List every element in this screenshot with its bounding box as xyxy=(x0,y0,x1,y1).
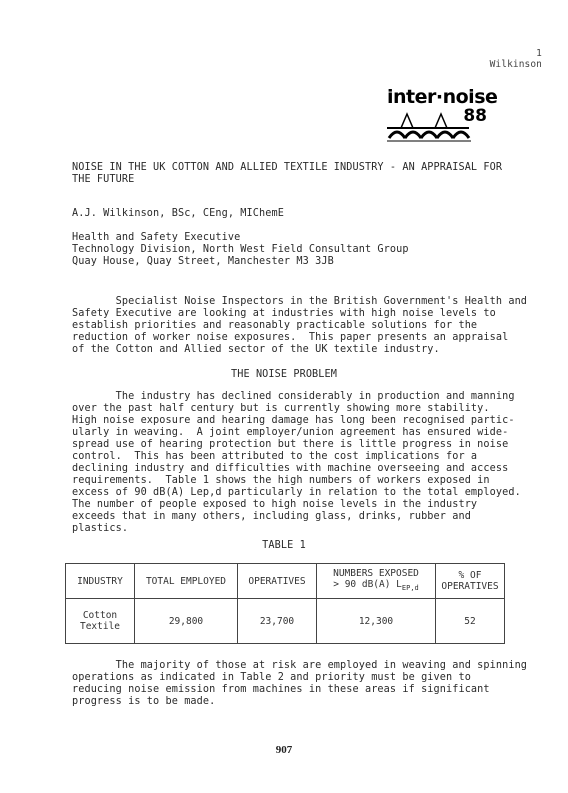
page-mark: 1 xyxy=(536,48,542,59)
data-table xyxy=(65,563,505,644)
logo-year: 88 xyxy=(463,106,487,126)
paper-title: NOISE IN THE UK COTTON AND ALLIED TEXTILE INDUSTRY - AN APPRAISAL FOR THE FUTURE xyxy=(72,162,503,185)
header-total-employed: TOTAL EMPLOYED xyxy=(135,564,238,599)
table-caption: TABLE 1 xyxy=(262,540,306,551)
conference-logo xyxy=(383,86,498,144)
cell-operatives: 23,700 xyxy=(238,599,317,644)
author-line: A.J. Wilkinson, BSc, CEng, MIChemE xyxy=(72,208,284,219)
page-number: 907 xyxy=(275,744,293,756)
cell-total-employed: 29,800 xyxy=(135,599,238,644)
section-heading: THE NOISE PROBLEM xyxy=(231,369,337,380)
table-row xyxy=(66,599,505,644)
body-paragraph: The industry has declined considerably in production and manning over the past half century but is currently showing more stability. High noise exposure and hearing damage has long been recognised partic- ularly in weaving. A joint employer/union agreement has ensured wide- spread use of hearing protection but there is little progress in noise control. This has been attributed to the cost implications for a declining industry and difficulties with machine overseeing and access requirements. Table 1 shows the high numbers of workers exposed in excess of 90 dB(A) Lep,d particularly in relation to the total employed. The number of people exposed to high noise levels in the industry exceeds that in many others, including glass, drinks, rubber and plastics. xyxy=(72,391,521,534)
bridge-icon xyxy=(383,106,473,144)
table-header-row xyxy=(66,564,505,599)
closing-paragraph: The majority of those at risk are employed in weaving and spinning operations as indicated in Table 2 and priority must be given to reducing noise emission from machines in these areas if significant progress is to be made. xyxy=(72,660,528,707)
header-mark xyxy=(490,48,542,70)
affiliation: Health and Safety Executive Technology Division, North West Field Consultant Group Quay House, Quay Street, Manchester M3 3JB xyxy=(72,232,409,267)
cell-numbers-exposed: 12,300 xyxy=(317,599,436,644)
abstract-paragraph: Specialist Noise Inspectors in the British Government's Health and Safety Executive are looking at industries with high noise levels to establish priorities and reasonably practicable solutions for the reduction of worker noise exposures. This paper presents an appraisal of the Cotton and Allied sector of the UK textile industry. xyxy=(72,296,528,355)
header-industry: INDUSTRY xyxy=(66,564,135,599)
author-mark: Wilkinson xyxy=(489,59,542,70)
logo-name: inter·noise xyxy=(387,86,498,108)
header-percent-operatives: % OF OPERATIVES xyxy=(436,564,505,599)
cell-industry: Cotton Textile xyxy=(66,599,135,644)
header-operatives: OPERATIVES xyxy=(238,564,317,599)
header-numbers-exposed: NUMBERS EXPOSED > 90 dB(A) $L_{EP,d}$ xyxy=(317,564,436,599)
cell-percent: 52 xyxy=(436,599,505,644)
